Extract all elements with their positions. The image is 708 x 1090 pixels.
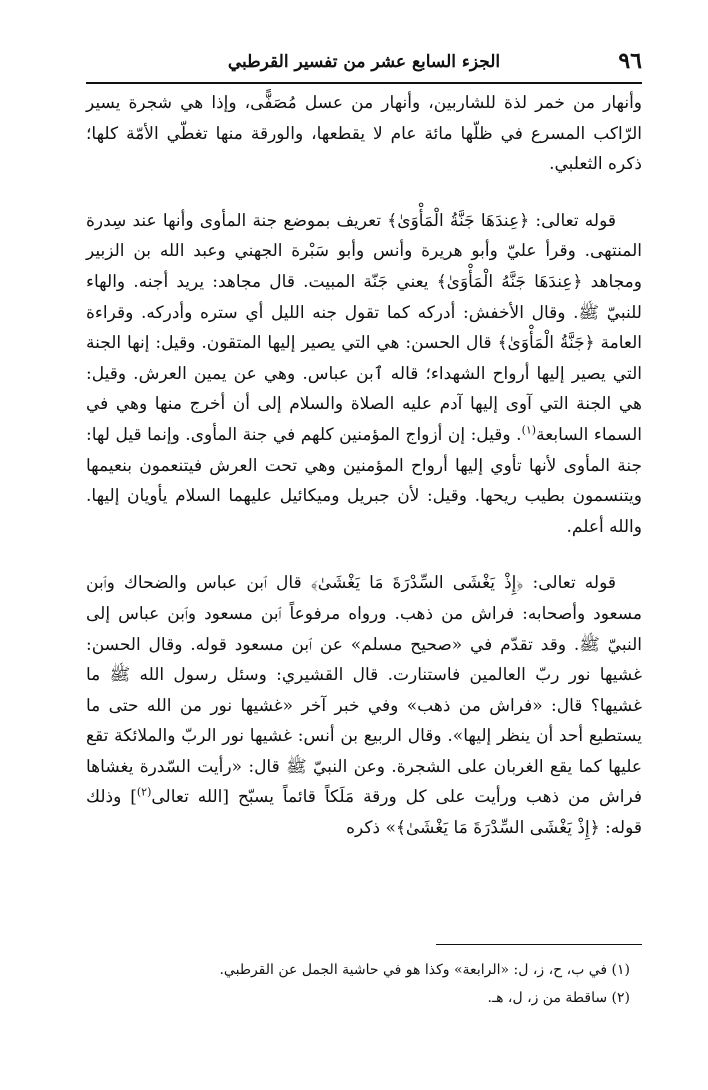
page-number: ٩٦ bbox=[618, 48, 642, 74]
footnote-ref-2: (٢) bbox=[136, 785, 152, 799]
footnotes bbox=[86, 956, 642, 1012]
footnote-2: (٢) ساقطة من ز، ل، هـ. bbox=[487, 990, 630, 1006]
paragraph-2-text-a: قوله تعالى: ﴿عِندَهَا جَنَّةُ الْمَأْوَىٰ﴾ تعريف بموضع جنة المأوى وأنها عند سِدرة المنتهى. وقرأ عليّ وأبو هريرة وأنس وأبو سَبْرة الجهني وعبد الله بن الزبير ومجاهد ﴿عِندَهَا جَنَّهُ الْمَأْوَىٰ﴾ يعني جَنّة المبيت. قال مجاهد: يريد أجنه. والهاء للنبيّ ﷺ. وقال الأخفش: أدركه كما تقول جنه الليل أي ستره وأدركه. وقراءة العامة ﴿جَنَّةُ الْمَأْوَىٰ﴾ قال الحسن: هي التي يصير إليها المتقون. وقيل: إنها الجنة التي يصير إليها أرواح الشهداء؛ قاله ٱبن عباس. وهي عن يمين العرش. وقيل: هي الجنة التي آوى إليها آدم عليه الصلاة والسلام إلى أن أخرج منها وهي في السماء السابعة bbox=[86, 210, 642, 445]
paragraph-3 bbox=[86, 568, 642, 843]
paragraph-1: وأنهار من خمر لذة للشاربين، وأنهار من عسل مُصَفًّى، وإذا هي شجرة يسير الرّاكب المسرع في ظلّها مائة عام لا يقطعها، والورقة منها تغطّي الأمّة كلها؛ ذكره الثعلبي. bbox=[86, 93, 642, 175]
footnote-1: (١) في ب، ح، ز، ل: «الرابعة» وكذا هو في حاشية الجمل عن القرطبي. bbox=[219, 962, 630, 978]
header-rule bbox=[86, 82, 642, 84]
paragraph-3-text-a: قوله تعالى: ﴿إِذْ يَغْشَى السِّدْرَةَ مَا يَغْشَىٰ﴾ قال ٱبن عباس والضحاك وٱبن مسعود وأصحابه: فراش من ذهب. ورواه مرفوعاً ٱبن مسعود وٱبن عباس إلى النبيّ ﷺ. وقد تقدّم في «صحيح مسلم» عن ٱبن مسعود قوله. وقال الحسن: غشيها نور ربّ العالمين فاستنارت. قال القشيري: وسئل رسول الله ﷺ ما غشيها؟ قال: «فراش من ذهب» وفي خبر آخر «غشيها نور من الله حتى ما يستطيع أحد أن ينظر إليها». وقال الربيع بن أنس: غشيها نور الربّ والملائكة تقع عليها كما يقع الغربان على الشجرة. وعن النبيّ ﷺ قال: «رأيت السّدرة يغشاها فراش من ذهب ورأيت على كل ورقة مَلَكاً قائماً يسبّح [الله تعالى bbox=[86, 573, 642, 808]
running-title: الجزء السابع عشر من تفسير القرطبي bbox=[227, 52, 501, 72]
page-header bbox=[86, 46, 642, 80]
paragraph-2 bbox=[86, 206, 642, 543]
paragraph-gap bbox=[86, 180, 642, 206]
paragraph-3-text-b: ] وذلك قوله: ﴿إِذْ يَغْشَى السِّدْرَةَ مَا يَغْشَىٰ﴾» ذكره bbox=[86, 787, 642, 839]
main-text bbox=[86, 88, 642, 844]
paragraph-gap bbox=[86, 542, 642, 568]
footnote-ref-1: (١) bbox=[521, 423, 537, 437]
footnote-rule bbox=[436, 944, 642, 945]
paragraph-2-text-b: . وقيل: إن أزواج المؤمنين كلهم في جنة المأوى. وإنما قيل لها: جنة المأوى لأنها تأوي إليها أرواح المؤمنين وهي تحت العرش فيتنعمون بنعيمها ويتنسمون بطيب ريحها. وقيل: لأن جبريل وميكائيل عليهما السلام يأويان إليها. والله أعلم. bbox=[86, 424, 642, 537]
